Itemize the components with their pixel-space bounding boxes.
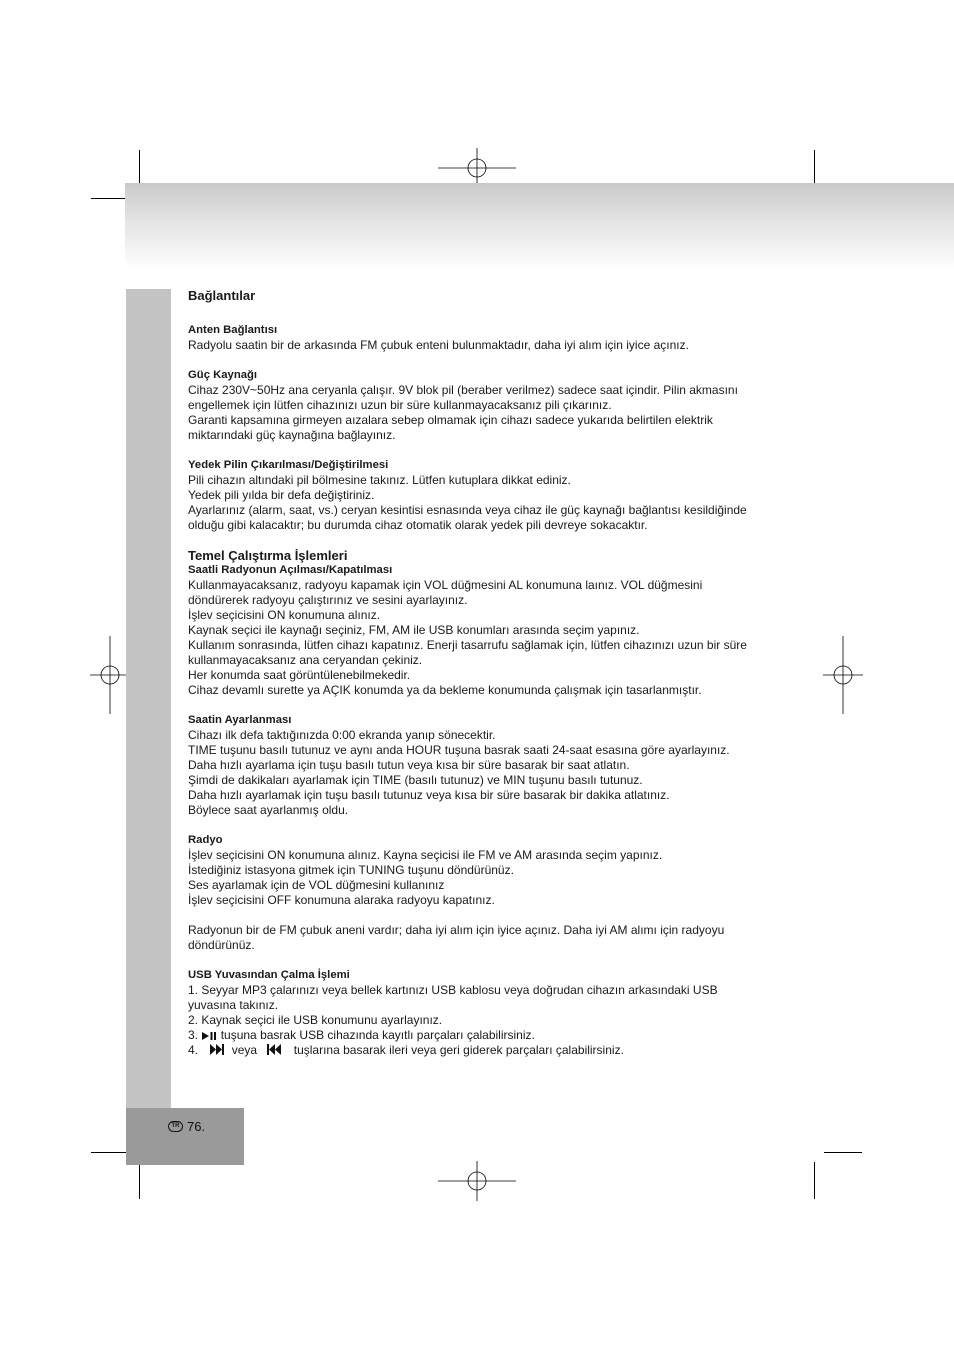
language-badge: TR [168,1121,183,1132]
usb-step-3 [188,1028,793,1043]
paragraph-line: Ayarlarınız (alarm, saat, vs.) ceryan kesintisi esnasında veya cihaz ile güç kaynağı bağlantısı kesildiğinde [188,503,747,517]
paragraph-line: miktarındaki güç kaynağına bağlayınız. [188,428,396,442]
usb-step-4 [188,1043,793,1058]
subsection-title-radio: Radyo [188,834,223,846]
header-band [125,183,954,269]
paragraph-line: Radyonun bir de FM çubuk aneni vardır; daha iyi alım için iyice açınız. Daha iyi AM alımı için radyoyu [188,923,725,937]
paragraph-line: 2. Kaynak seçici ile USB konumunu ayarlayınız. [188,1013,443,1027]
registration-mark-left [90,636,130,714]
subsection-title-antenna: Anten Bağlantısı [188,324,278,336]
subsection-title-power: Güç Kaynağı [188,369,258,381]
crop-mark-top-right-vertical [814,150,815,187]
paragraph-line: Cihaz devamlı surette ya AÇIK konumda ya da bekleme konumunda çalışmak için tasarlanmıştır. [188,683,702,697]
side-bar [126,289,171,1109]
subsection-title-clock: Saatin Ayarlanması [188,714,292,726]
paragraph-line: engellemek için lütfen cihazınızı uzun bir süre kullanmayacaksanız pili çıkarınız. [188,398,612,412]
subsection-title-on-off: Saatli Radyonun Açılması/Kapatılması [188,564,393,576]
paragraph-line: Cihazı ilk defa taktığınızda 0:00 ekranda yanıp sönecektir. [188,728,496,742]
crop-mark-top-left-vertical [139,150,140,187]
paragraph-line: döndürerek radyoyu çalıştırınız ve sesini ayarlayınız. [188,593,468,607]
skip-previous-icon [266,1043,282,1056]
page-number-text: 76. [187,1119,206,1134]
skip-next-icon [209,1043,225,1056]
paragraph-line: döndürünüz. [188,938,255,952]
step-text-or: veya [231,1043,258,1057]
paragraph-line: Kullanım sonrasında, lütfen cihazı kapatınız. Enerji tasarrufu sağlamak için, lütfen cihazınızı uzun bir süre [188,638,747,652]
crop-mark-bottom-left-horizontal [91,1152,130,1153]
crop-mark-bottom-right-horizontal [824,1152,862,1153]
subsection-title-backup-battery: Yedek Pilin Çıkarılması/Değiştirilmesi [188,459,389,471]
paragraph-line: Kullanmayacaksanız, radyoyu kapamak için VOL düğmesini AL konumuna laınız. VOL düğmesini [188,578,703,592]
page-number-tab [126,1108,244,1165]
page-number [168,1119,205,1134]
paragraph-line: yuvasına takınız. [188,998,279,1012]
paragraph-line: 1. Seyyar MP3 çalarınızı veya bellek kartınızı USB kablosu veya doğrudan cihazın arkasındaki USB [188,983,718,997]
paragraph-line: Daha hızlı ayarlamak için tuşu basılı tutunuz veya kısa bir süre basarak bir dakika atlatınız. [188,788,670,802]
paragraph-line: Pili cihazın altındaki pil bölmesine takınız. Lütfen kutuplara dikkat ediniz. [188,473,571,487]
step-number: 4. [188,1043,199,1057]
paragraph-line: Garanti kapsamına girmeyen aızalara sebep olmamak için cihazı sadece yukarıda belirtilen elektrik [188,413,713,427]
paragraph-line: kullanmayacaksanız ana ceryandan çekiniz. [188,653,423,667]
registration-mark-right [823,636,863,714]
paragraph-line: Kaynak seçici ile kaynağı seçiniz, FM, AM ile USB konumları arasında seçim yapınız. [188,623,640,637]
subsection-title-usb: USB Yuvasından Çalma İşlemi [188,969,350,981]
section-title-connections: Bağlantılar [188,288,256,303]
paragraph-line: Cihaz 230V~50Hz ana ceryanla çalışır. 9V blok pil (beraber verilmez) sadece saat içindir. Pilin akmasını [188,383,738,397]
paragraph-line: Böylece saat ayarlanmış oldu. [188,803,349,817]
step-number: 3. [188,1028,199,1042]
play-pause-icon [201,1031,217,1041]
paragraph-line: Her konumda saat görüntülenebilmekedir. [188,668,411,682]
paragraph-line: İşlev seçicisini ON konumuna alınız. [188,608,381,622]
registration-mark-bottom [438,1161,516,1201]
paragraph-line: Şimdi de dakikaları ayarlamak için TIME (basılı tutunuz) ve MIN tuşunu basılı tutunuz. [188,773,643,787]
paragraph-line: TIME tuşunu basılı tutunuz ve aynı anda HOUR tuşuna basrak saati 24-saat esasına göre ayarlayınız. [188,743,730,757]
crop-mark-bottom-left-vertical [139,1162,140,1199]
paragraph-line: İşlev seçicisini OFF konumuna alaraka radyoyu kapatınız. [188,893,495,907]
paragraph-line: olduğu gibi kalacaktır; bu durumda cihaz otomatik olarak yedek pili devreye sokacaktır. [188,518,648,532]
paragraph-line: İşlev seçicisini ON konumuna alınız. Kayna seçicisi ile FM ve AM arasında seçim yapınız. [188,848,663,862]
registration-mark-top [438,148,516,188]
document-body [188,287,793,1058]
step-text: tuşuna basrak USB cihazında kayıtlı parçaları çalabilirsiniz. [220,1028,535,1042]
paragraph-line: Yedek pili yılda bir defa değiştiriniz. [188,488,375,502]
section-title-basic-operations: Temel Çalıştırma İşlemleri [188,548,348,563]
paragraph-line: Daha hızlı ayarlama için tuşu basılı tutun veya kısa bir süre basarak bir saat atlatın. [188,758,630,772]
step-text: tuşlarına basarak ileri veya geri giderek parçaları çalabilirsiniz. [293,1043,624,1057]
paragraph-line: Ses ayarlamak için de VOL düğmesini kullanınız [188,878,445,892]
paragraph-line: Radyolu saatin bir de arkasında FM çubuk enteni bulunmaktadır, daha iyi alım için iyice açınız. [188,338,689,352]
paragraph-line: İstediğiniz istasyona gitmek için TUNING tuşunu döndürünüz. [188,863,514,877]
crop-mark-bottom-right-vertical [814,1162,815,1199]
